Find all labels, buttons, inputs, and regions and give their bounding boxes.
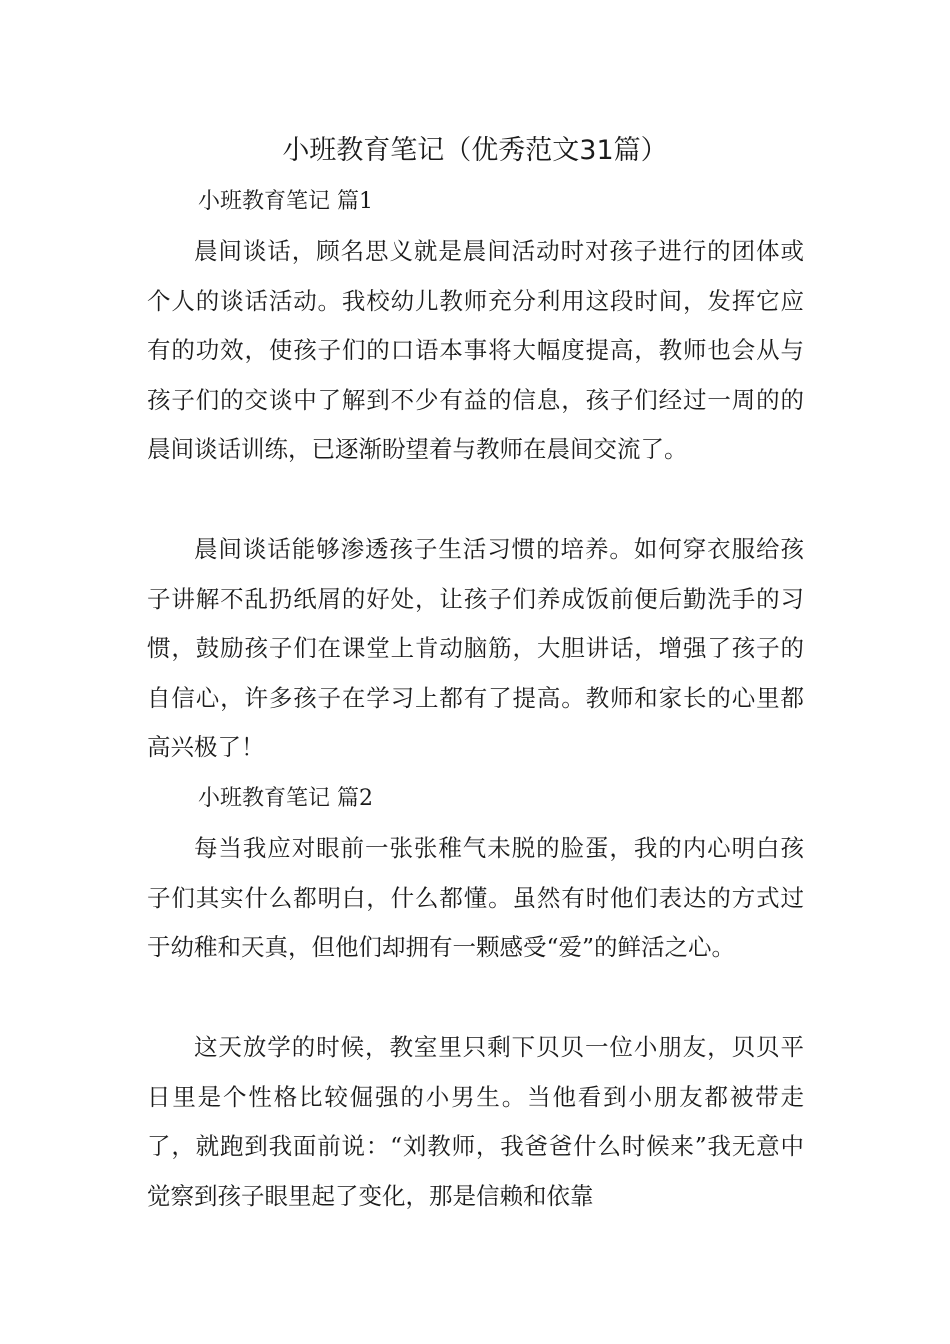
section-2-paragraph-1: 每当我应对眼前一张张稚气未脱的脸蛋，我的内心明白孩子们其实什么都明白，什么都懂。虽然有时他们表达的方式过于幼稚和天真，但他们却拥有一颗感受“爱”的鲜活之心。 xyxy=(147,834,804,961)
section-1-paragraph-1: 晨间谈话，顾名思义就是晨间活动时对孩子进行的团体或个人的谈话活动。我校幼儿教师充分利用这段时间，发挥它应有的功效，使孩子们的口语本事将大幅度提高，教师也会从与孩子们的交谈中了解到不少有益的信息，孩子们经过一周的的晨间谈话训练，已逐渐盼望着与教师在晨间交流了。 xyxy=(147,237,804,463)
section-heading-2: 小班教育笔记 篇2 xyxy=(198,786,373,811)
document-title: 小班教育笔记（优秀范文31篇） xyxy=(282,135,668,166)
section-heading-1: 小班教育笔记 篇1 xyxy=(198,189,373,214)
section-2-paragraph-2: 这天放学的时候，教室里只剩下贝贝一位小朋友，贝贝平日里是个性格比较倔强的小男生。当他看到小朋友都被带走了，就跑到我面前说：“刘教师，我爸爸什么时候来”我无意中觉察到孩子眼里起了变化，那是信赖和依靠 xyxy=(147,1033,804,1210)
section-1-paragraph-2: 晨间谈话能够渗透孩子生活习惯的培养。如何穿衣服给孩子讲解不乱扔纸屑的好处，让孩子们养成饭前便后勤洗手的习惯，鼓励孩子们在课堂上肯动脑筋，大胆讲话，增强了孩子的自信心，许多孩子在学习上都有了提高。教师和家长的心里都高兴极了！ xyxy=(147,535,804,761)
